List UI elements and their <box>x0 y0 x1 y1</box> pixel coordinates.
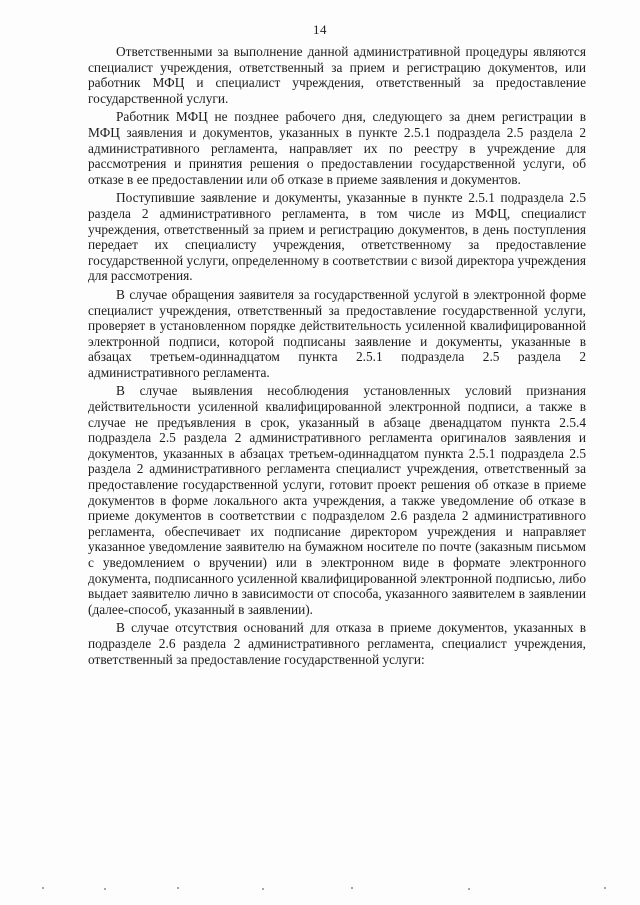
scan-dot <box>604 887 606 889</box>
scan-dot <box>351 887 353 889</box>
paragraph-electronic-application: В случае обращения заявителя за государственной услугой в электронной форме специалист учреждения, ответственный за предоставление государственной услуги, проверяет в установленном порядке действительность усиленной квалифицированной электронной подписи, которой подписаны заявление и документы, указанные в абзацах третьем-одиннадцатом пункта 2.5.1 подраздела 2.5 раздела 2 административного регламента. <box>88 286 586 380</box>
page-number: 14 <box>313 22 327 37</box>
paragraph-signature-noncompliance: В случае выявления несоблюдения установленных условий признания действительности усиленной квалифицированной электронной подписи, а также в случае не предъявления в срок, указанный в абзаце двенадцатом пункта 2.5.4 подраздела 2.5 раздела 2 административного регламента оригиналов заявления и документов, указанных в абзацах третьем-одиннадцатом пункта 2.5.1 подраздела 2.5 раздела 2 административного регламента специалист учреждения, ответственный за предоставление государственной услуги, готовит проект решения об отказе в приеме документов в форме локального акта учреждения, а также уведомление об отказе в приеме документов в соответствии с подразделом 2.6 раздела 2 административного регламента, обеспечивает их подписание директором учреждения и направляет указанное уведомление заявителю на бумажном носителе по почте (заказным письмом с уведомлением о вручении) или в электронном виде в формате электронного документа, подписанного усиленной квалифицированной электронной подписью, либо выдает заявителю лично в зависимости от способа, указанного заявителем в заявлении (далее-способ, указанный в заявлении). <box>88 383 586 617</box>
scan-artifacts <box>0 884 640 892</box>
document-body <box>88 44 586 670</box>
paragraph-received-documents: Поступившие заявление и документы, указанные в пункте 2.5.1 подраздела 2.5 раздела 2 административного регламента, в том числе из МФЦ, специалист учреждения, ответственный за прием и регистрацию документов, в день поступления передает их специалисту учреждения, ответственному за предоставление государственной услуги, определенному в соответствии с визой директора учреждения для рассмотрения. <box>88 190 586 284</box>
scan-dot <box>42 887 44 889</box>
scan-dot <box>468 888 470 890</box>
paragraph-responsible-persons: Ответственными за выполнение данной административной процедуры являются специалист учреждения, ответственный за прием и регистрацию документов, или работник МФЦ и специалист учреждения, ответственный за предоставление государственной услуги. <box>88 44 586 106</box>
scan-dot <box>177 887 179 889</box>
paragraph-no-refusal-grounds: В случае отсутствия оснований для отказа в приеме документов, указанных в подразделе 2.6 раздела 2 административного регламента, специалист учреждения, ответственный за предоставление государственной услуги: <box>88 620 586 667</box>
scan-dot <box>104 888 106 890</box>
scan-dot <box>262 888 264 890</box>
paragraph-mfc-transfer: Работник МФЦ не позднее рабочего дня, следующего за днем регистрации в МФЦ заявления и документов, указанных в пункте 2.5.1 подраздела 2.5 раздела 2 административного регламента, направляет их по реестру в учреждение для рассмотрения и принятия решения о предоставлении государственной услуги, об отказе в ее предоставлении или об отказе в приеме заявления и документов. <box>88 109 586 187</box>
